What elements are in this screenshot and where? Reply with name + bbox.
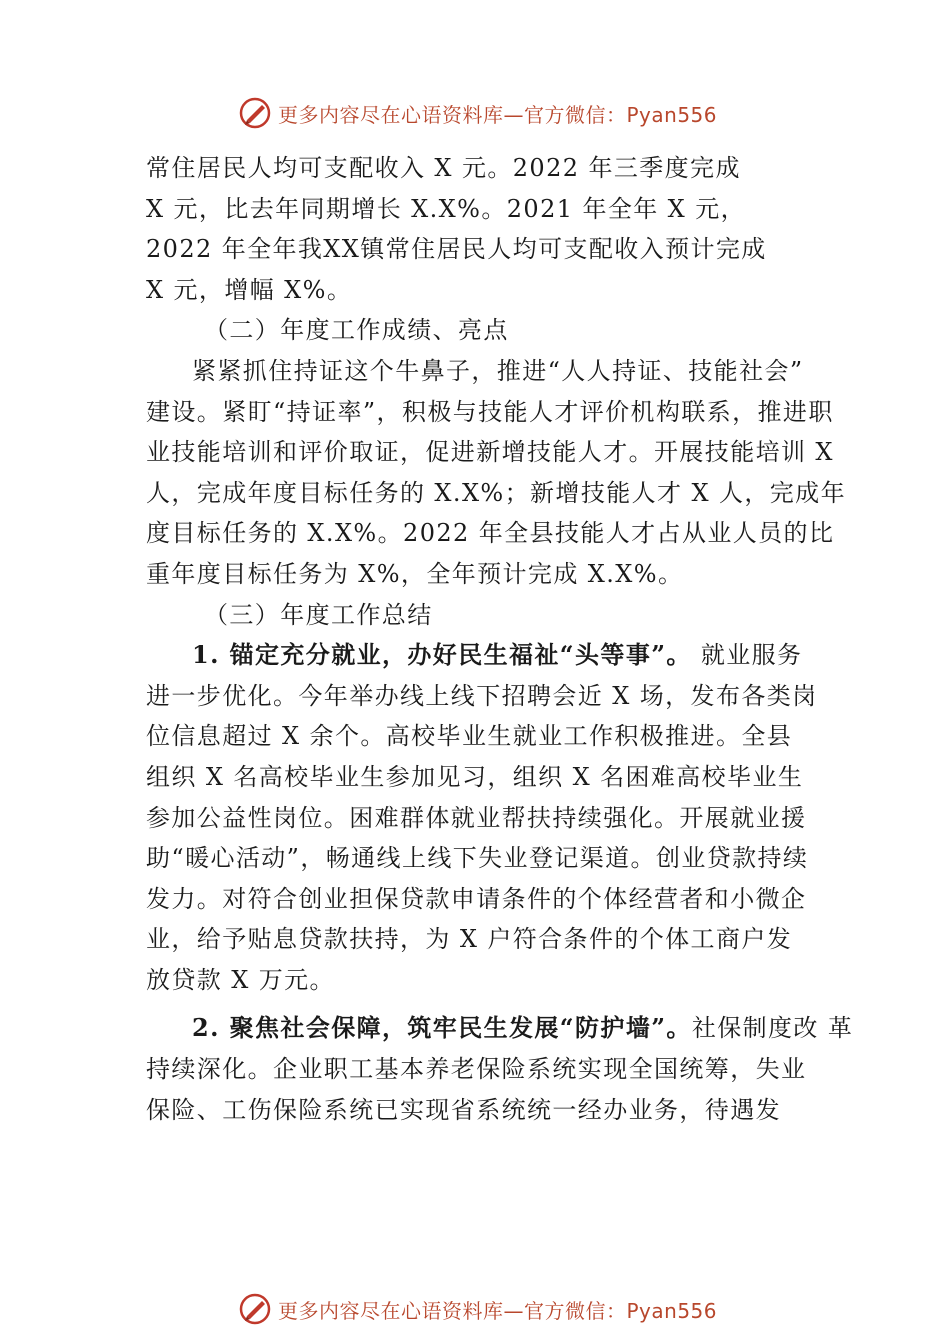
paragraph-line: X 元，增幅 X%。 xyxy=(146,275,353,304)
header-watermark xyxy=(238,96,717,130)
paragraph-line: 助“暖心活动”，畅通线上线下失业登记渠道。创业贷款持续 xyxy=(146,844,809,873)
item-heading: 2. 聚焦社会保障，筑牢民生发展“防护墙”。 xyxy=(192,1013,692,1043)
paragraph-line: 常住居民人均可支配收入 X 元。2022 年三季度完成 xyxy=(146,154,741,182)
document-body xyxy=(146,148,854,1130)
paragraph-line: 度目标任务的 X.X%。2022 年全县技能人才占从业人员的比 xyxy=(146,519,835,548)
paragraph-line: 进一步优化。今年举办线上线下招聘会近 X 场，发布各类岗 xyxy=(146,681,818,710)
item-text: 社保制度改 革 xyxy=(691,1014,854,1043)
pen-circle-logo-icon xyxy=(238,96,272,130)
paragraph-line: 建设。紧盯“持证率”，积极与技能人才评价机构联系，推进职 xyxy=(146,397,834,426)
pen-circle-logo-icon xyxy=(238,1292,272,1326)
paragraph-line: 紧紧抓住持证这个牛鼻子，推进“人人持证、技能社会” xyxy=(192,356,804,385)
paragraph-line: 保险、工伤保险系统已实现省系统统一经办业务，待遇发 xyxy=(146,1095,781,1124)
paragraph-line: 位信息超过 X 余个。高校毕业生就业工作积极推进。全县 xyxy=(146,722,793,751)
footer-watermark xyxy=(238,1292,717,1326)
section-heading: （三）年度工作总结 xyxy=(204,600,433,629)
paragraph-line: 2022 年全年我XX镇常住居民人均可支配收入预计完成 xyxy=(146,235,767,264)
paragraph-line: 人，完成年度目标任务的 X.X%；新增技能人才 X 人，完成年 xyxy=(146,478,846,507)
section-heading: （二）年度工作成绩、亮点 xyxy=(204,316,509,345)
paragraph-line: 重年度目标任务为 X%，全年预计完成 X.X%。 xyxy=(146,559,684,588)
paragraph-line xyxy=(146,635,822,676)
paragraph-line: 持续深化。企业职工基本养老保险系统实现全国统筹，失业 xyxy=(146,1055,807,1084)
paragraph-line xyxy=(146,1008,854,1049)
paragraph-line: X 元，比去年同期增长 X.X%。2021 年全年 X 元， xyxy=(146,194,746,223)
watermark-text: 更多内容尽在心语资料库—官方微信：Pyan556 xyxy=(278,1298,718,1323)
paragraph-line: 组织 X 名高校毕业生参加见习，组织 X 名困难高校毕业生 xyxy=(146,762,804,791)
paragraph-line: 参加公益性岗位。困难群体就业帮扶持续强化。开展就业援 xyxy=(146,803,807,832)
paragraph-line: 放贷款 X 万元。 xyxy=(146,965,335,994)
item-text: 就业服务 xyxy=(691,641,803,670)
paragraph-line: 发力。对符合创业担保贷款申请条件的个体经营者和小微企 xyxy=(146,884,807,913)
watermark-text: 更多内容尽在心语资料库—官方微信：Pyan556 xyxy=(278,102,718,127)
paragraph-line: 业，给予贴息贷款扶持，为 X 户符合条件的个体工商户发 xyxy=(146,925,793,954)
paragraph-line: 业技能培训和评价取证，促进新增技能人才。开展技能培训 X xyxy=(146,438,834,467)
item-heading: 1. 锚定充分就业，办好民生福祉“头等事”。 xyxy=(192,640,692,670)
